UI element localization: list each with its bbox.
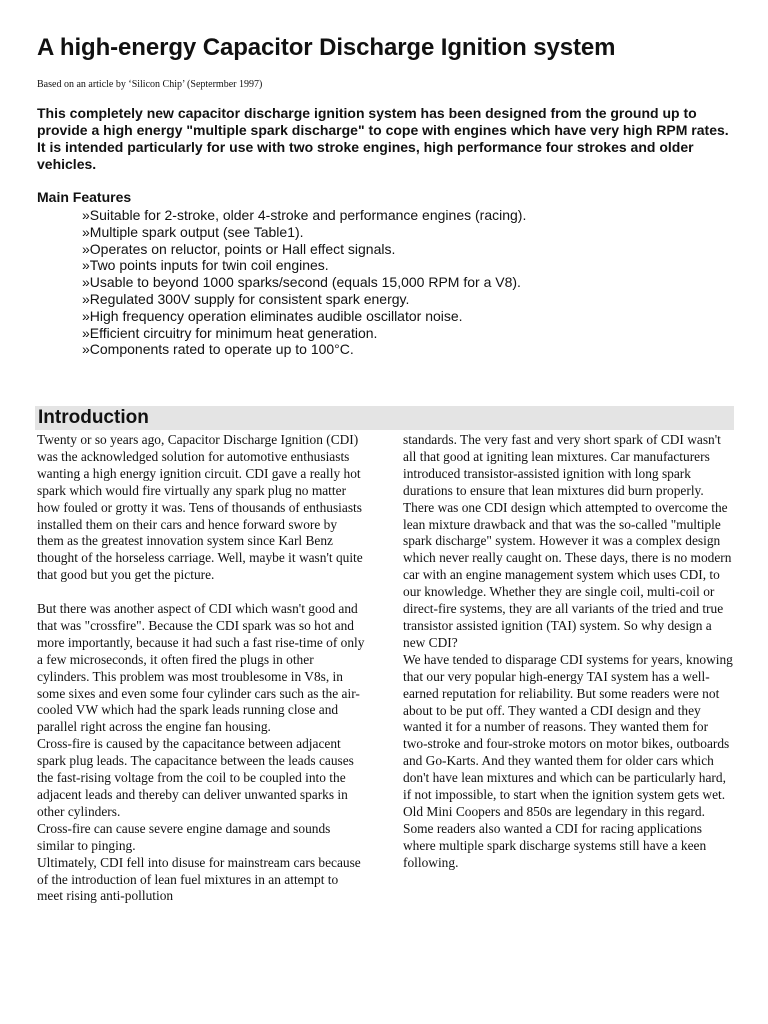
body-paragraph: standards. The very fast and very short spark of CDI wasn't all that good at igniting lean mixtures. Car manufacturers introduced transistor-assisted ignition with long spark durations to ensure that lean mixtures did burn properly. There was one CDI design which attempted to overcome the lean mixture drawback and that was the so-called "multiple spark discharge" system. However it was a complex design which never really caught on. These days, there is no modern car with an engine management system which uses CDI, to our knowledge. Whether they are single coil, multi-coil or direct-fire systems, they are all variants of the tried and true transistor assisted ignition (TAI) system. So why design a new CDI? — [403, 432, 732, 650]
feature-item: »Efficient circuitry for minimum heat generation. — [82, 324, 378, 341]
feature-item: »Regulated 300V supply for consistent spark energy. — [82, 290, 410, 307]
feature-item: »Operates on reluctor, points or Hall effect signals. — [82, 240, 396, 257]
body-paragraph: Cross-fire is caused by the capacitance between adjacent spark plug leads. The capacitance between the leads causes the fast-rising voltage from the coil to be coupled into the adjacent leads and thereby can deliver unwanted sparks in other cylinders. — [37, 736, 354, 819]
section-header-bar — [35, 406, 734, 430]
feature-item: »High frequency operation eliminates audible oscillator noise. — [82, 307, 463, 324]
right-column — [403, 432, 733, 872]
body-paragraph: But there was another aspect of CDI which wasn't good and that was "crossfire". Because the CDI spark was so hot and more importantly, because it had such a fast rise-time of only a few microseconds, it often fired the plugs in other cylinders. This problem was most troublesome in V8s, in some sixes and even some four cylinder cars such as the air-cooled VW which had the spark leads running close and parallel right across the engine fan housing. — [37, 601, 365, 735]
body-paragraph: Some readers also wanted a CDI for racing applications where multiple spark discharge systems still have a keen following. — [403, 820, 707, 870]
feature-item: »Suitable for 2-stroke, older 4-stroke and performance engines (racing). — [82, 207, 527, 223]
feature-item: »Two points inputs for twin coil engines. — [82, 257, 329, 274]
body-paragraph: Ultimately, CDI fell into disuse for mainstream cars because of the introduction of lean fuel mixtures in an attempt to meet rising anti-pollution — [37, 854, 361, 904]
left-column — [37, 432, 367, 905]
body-paragraph: Cross-fire can cause severe engine damage and sounds similar to pinging. — [37, 820, 331, 853]
body-paragraph: Twenty or so years ago, Capacitor Discharge Ignition (CDI) was the acknowledged solution for automotive enthusiasts wanting a high energy ignition circuit. CDI gave a really hot spark which would fire virtually any spark plug no matter how fouled or grotty it was. Tens of thousands of enthusiasts installed them on their cars and hence forward swore by them as the greatest innovation system since Karl Benz thought of the horseless carriage. Well, maybe it wasn't quite that good but you get the picture. — [37, 432, 363, 583]
source-credit: Based on an article by ‘Silicon Chip’ (Septermber 1997) — [37, 79, 263, 90]
intro-paragraph: This completely new capacitor discharge ignition system has been designed from the ground up to provide a high energy "multiple spark discharge" to cope with engines which have very high RPM rates. It is intended particularly for use with two stroke engines, high performance four strokes and older vehicles. — [37, 105, 729, 172]
feature-item: »Usable to beyond 1000 sparks/second (equals 15,000 RPM for a V8). — [82, 274, 521, 291]
feature-item: »Multiple spark output (see Table1). — [82, 223, 304, 240]
page-title: A high-energy Capacitor Discharge Ignition system — [37, 34, 616, 61]
features-heading: Main Features — [37, 189, 132, 205]
feature-item: »Components rated to operate up to 100°C. — [82, 341, 354, 358]
section-title: Introduction — [38, 407, 149, 428]
body-paragraph: We have tended to disparage CDI systems for years, knowing that our very popular high-energy TAI system has a well-earned reputation for reliability. But some readers were not about to be put off. They wanted a CDI design and they wanted it for a number of reasons. They wanted them for two-stroke and four-stroke motors on motor bikes, outboards and Go-Karts. And they wanted them for older cars which don't have lean mixtures and which can be particularly hard, if not impossible, to start when the ignition system gets wet. Old Mini Coopers and 850s are legendary in this regard. — [403, 651, 733, 819]
features-list — [82, 207, 526, 358]
